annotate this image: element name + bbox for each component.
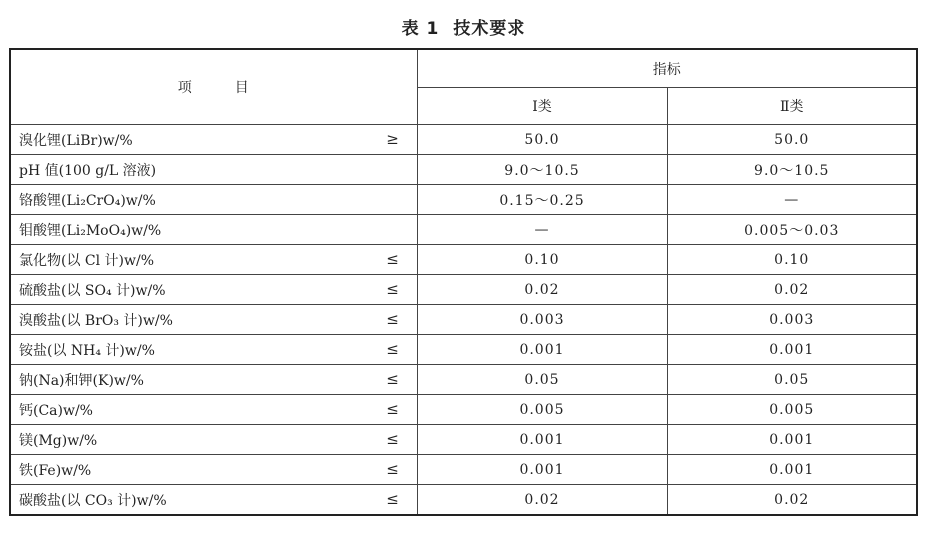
limit-symbol: ≤ bbox=[386, 369, 399, 388]
item-label: pH 值(100 g/L 溶液) bbox=[19, 162, 157, 179]
item-cell bbox=[10, 185, 417, 215]
class-2-value: 0.005 bbox=[667, 395, 917, 425]
item-cell bbox=[10, 305, 417, 335]
table-row bbox=[10, 335, 917, 365]
table-row bbox=[10, 485, 917, 516]
table-row bbox=[10, 155, 917, 185]
table-row bbox=[10, 305, 917, 335]
limit-symbol: ≤ bbox=[386, 339, 399, 358]
table-title bbox=[0, 14, 927, 39]
item-cell bbox=[10, 335, 417, 365]
table-row bbox=[10, 365, 917, 395]
item-cell bbox=[10, 455, 417, 485]
item-label: 铬酸锂(Li₂CrO₄)w/% bbox=[19, 192, 156, 209]
requirements-table bbox=[9, 48, 918, 516]
item-cell bbox=[10, 155, 417, 185]
item-label: 镁(Mg)w/% bbox=[19, 432, 98, 449]
limit-symbol: ≤ bbox=[386, 399, 399, 418]
class-1-value: 0.001 bbox=[417, 425, 667, 455]
table-row bbox=[10, 245, 917, 275]
class-2-value: 0.05 bbox=[667, 365, 917, 395]
limit-symbol: ≤ bbox=[386, 429, 399, 448]
item-label: 钠(Na)和钾(K)w/% bbox=[19, 372, 144, 389]
item-label: 溴化锂(LiBr)w/% bbox=[19, 132, 133, 149]
table-row bbox=[10, 215, 917, 245]
class-1-value: 0.001 bbox=[417, 335, 667, 365]
table-caption: 技术要求 bbox=[453, 19, 526, 39]
item-label: 碳酸盐(以 CO₃ 计)w/% bbox=[19, 492, 167, 509]
item-label: 溴酸盐(以 BrO₃ 计)w/% bbox=[19, 312, 173, 329]
class-2-value: 0.02 bbox=[667, 485, 917, 516]
class-2-value: 0.005～0.03 bbox=[667, 215, 917, 245]
class-1-value: 0.05 bbox=[417, 365, 667, 395]
item-cell bbox=[10, 275, 417, 305]
class-2-value: 0.02 bbox=[667, 275, 917, 305]
limit-symbol: ≤ bbox=[386, 309, 399, 328]
class-2-value: 0.001 bbox=[667, 455, 917, 485]
class-2-header: Ⅱ类 bbox=[667, 88, 917, 125]
class-2-value: — bbox=[667, 185, 917, 215]
table-row bbox=[10, 425, 917, 455]
class-1-value: 0.02 bbox=[417, 485, 667, 516]
item-cell bbox=[10, 245, 417, 275]
table-row bbox=[10, 395, 917, 425]
limit-symbol: ≤ bbox=[386, 489, 399, 508]
limit-symbol: ≤ bbox=[386, 279, 399, 298]
class-2-value: 50.0 bbox=[667, 125, 917, 155]
class-2-value: 0.10 bbox=[667, 245, 917, 275]
item-cell bbox=[10, 395, 417, 425]
limit-symbol: ≥ bbox=[386, 129, 399, 148]
class-1-value: 0.15～0.25 bbox=[417, 185, 667, 215]
item-column-header: 项 目 bbox=[10, 49, 417, 125]
class-1-value: — bbox=[417, 215, 667, 245]
class-2-value: 0.003 bbox=[667, 305, 917, 335]
table-number: 表 1 bbox=[401, 19, 440, 39]
class-1-value: 0.02 bbox=[417, 275, 667, 305]
item-label: 氯化物(以 Cl 计)w/% bbox=[19, 252, 155, 269]
class-1-value: 9.0～10.5 bbox=[417, 155, 667, 185]
item-cell bbox=[10, 125, 417, 155]
limit-symbol: ≤ bbox=[386, 459, 399, 478]
class-1-value: 0.005 bbox=[417, 395, 667, 425]
item-cell bbox=[10, 425, 417, 455]
class-1-value: 0.003 bbox=[417, 305, 667, 335]
item-label: 铁(Fe)w/% bbox=[19, 462, 92, 479]
item-label: 钼酸锂(Li₂MoO₄)w/% bbox=[19, 222, 162, 239]
class-1-value: 50.0 bbox=[417, 125, 667, 155]
table-row bbox=[10, 185, 917, 215]
item-cell bbox=[10, 215, 417, 245]
index-header: 指标 bbox=[417, 49, 917, 88]
class-2-value: 0.001 bbox=[667, 335, 917, 365]
item-cell bbox=[10, 365, 417, 395]
item-label: 铵盐(以 NH₄ 计)w/% bbox=[19, 342, 155, 359]
item-cell bbox=[10, 485, 417, 516]
class-1-value: 0.001 bbox=[417, 455, 667, 485]
class-2-value: 9.0～10.5 bbox=[667, 155, 917, 185]
table-row bbox=[10, 455, 917, 485]
table-row bbox=[10, 125, 917, 155]
table-row bbox=[10, 275, 917, 305]
class-1-header: Ⅰ类 bbox=[417, 88, 667, 125]
class-2-value: 0.001 bbox=[667, 425, 917, 455]
class-1-value: 0.10 bbox=[417, 245, 667, 275]
item-label: 硫酸盐(以 SO₄ 计)w/% bbox=[19, 282, 166, 299]
limit-symbol: ≤ bbox=[386, 249, 399, 268]
item-label: 钙(Ca)w/% bbox=[19, 402, 93, 419]
